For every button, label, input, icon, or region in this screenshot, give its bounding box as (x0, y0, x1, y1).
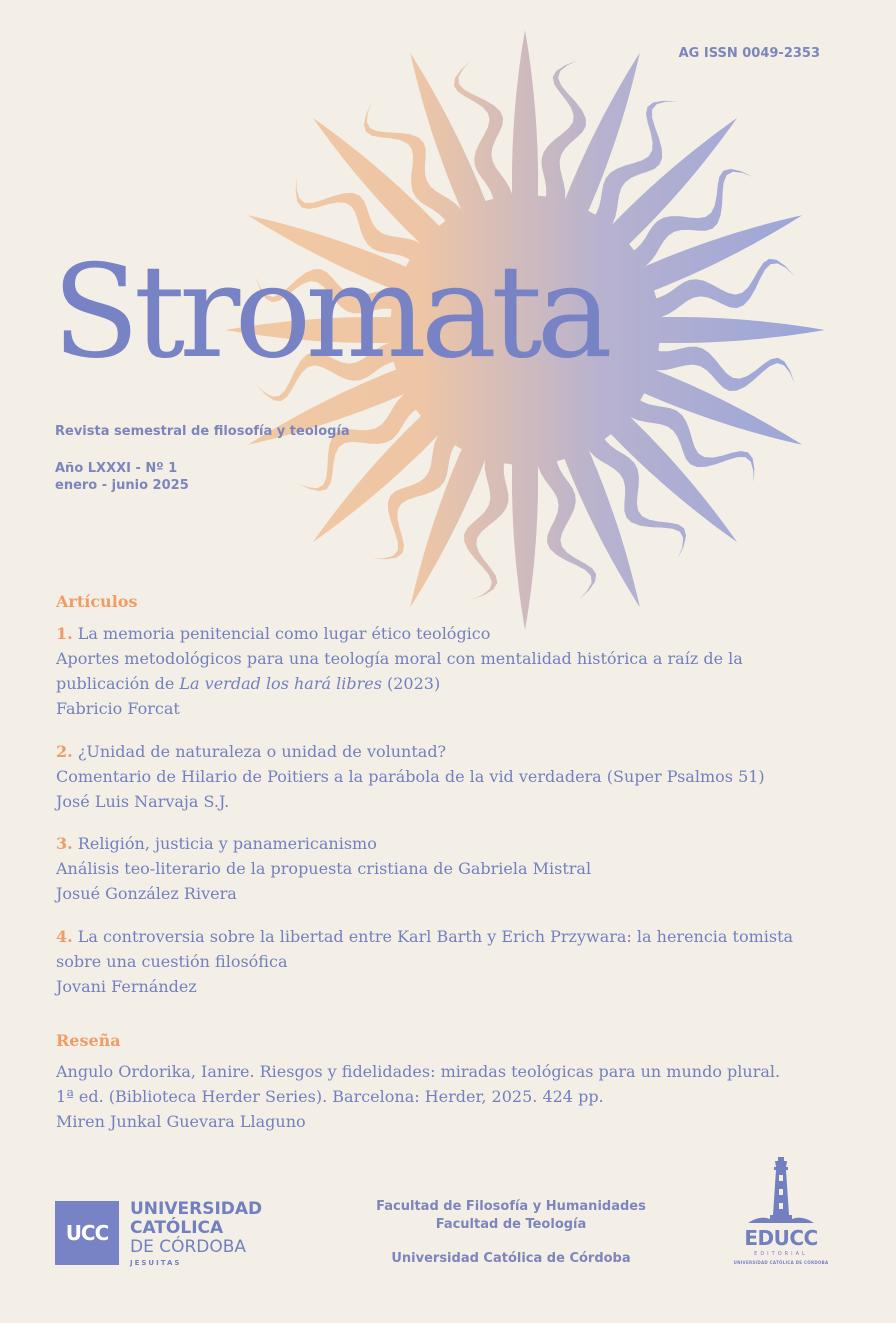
faculty-philosophy: Facultad de Filosofía y Humanidades (376, 1199, 646, 1214)
publisher-university: UNIVERSIDAD CATÓLICA DE CÓRDOBA (733, 1260, 829, 1265)
journal-subtitle: Revista semestral de filosofía y teología (55, 424, 350, 439)
article-title: Religión, justicia y panamericanismo (77, 834, 377, 853)
article-subtitle: Aportes metodológicos para una teología moral con mentalidad histórica a raíz de la publicación de La verdad los hará libres (2023) (56, 649, 743, 693)
article-number: 1. (56, 624, 73, 643)
article-title: ¿Unidad de naturaleza o unidad de voluntad? (77, 742, 447, 761)
faculties-block (366, 1198, 656, 1268)
article-number: 2. (56, 742, 73, 761)
sun-ray (512, 30, 538, 221)
faculty-theology: Facultad de Teología (435, 1217, 587, 1232)
publisher-sub: EDITORIAL (754, 1251, 808, 1257)
issue-volume: Año LXXXI - Nº 1 (55, 461, 178, 476)
university-name-line3: DE CÓRDOBA (130, 1237, 247, 1257)
university-name-line2: CATÓLICA (130, 1218, 224, 1238)
article-2 (56, 739, 826, 814)
journal-title: Stromata (52, 238, 607, 387)
university-name (130, 1200, 262, 1269)
article-author: Josué González Rivera (56, 884, 237, 903)
issue-date: enero - junio 2025 (55, 478, 189, 493)
article-subtitle: Comentario de Hilario de Poitiers a la parábola de la vid verdadera (Super Psalmos 51) (56, 767, 765, 786)
university-label: Universidad Católica de Córdoba (391, 1251, 631, 1266)
article-title: La memoria penitencial como lugar ético teológico (77, 624, 491, 643)
review-citation: Angulo Ordorika, Ianire. Riesgos y fidelidades: miradas teológicas para un mundo plural. 1ª ed. (Biblioteca Herder Series). Barcelona: Herder, 2025. 424 pp. (56, 1062, 781, 1106)
article-author: José Luis Narvaja S.J. (56, 792, 230, 811)
article-1 (56, 621, 826, 721)
issn-label: AG ISSN 0049-2353 (678, 46, 820, 61)
article-number: 3. (56, 834, 73, 853)
articles-heading: Artículos (56, 592, 138, 611)
publisher-name: EDUCC (744, 1226, 818, 1250)
issue-info (55, 460, 189, 494)
university-name-line1: UNIVERSIDAD (130, 1199, 263, 1219)
article-3 (56, 831, 826, 906)
ucc-logo-text: UCC (65, 1221, 109, 1245)
article-number: 4. (56, 927, 73, 946)
ucc-logo (55, 1201, 119, 1265)
article-author: Fabricio Forcat (56, 699, 180, 718)
review-author: Miren Junkal Guevara Llaguno (56, 1112, 306, 1131)
university-name-line4: JESUITAS (130, 1259, 182, 1267)
article-author: Jovani Fernández (56, 977, 197, 996)
article-4 (56, 924, 826, 999)
review-entry (56, 1059, 796, 1134)
article-title: La controversia sobre la libertad entre Karl Barth y Erich Przywara: la herencia tomista sobre una cuestión filosófica (56, 927, 794, 971)
article-subtitle: Análisis teo-literario de la propuesta cristiana de Gabriela Mistral (56, 859, 592, 878)
review-heading: Reseña (56, 1031, 121, 1050)
sun-ray (634, 317, 825, 343)
sun-ray (512, 439, 538, 630)
